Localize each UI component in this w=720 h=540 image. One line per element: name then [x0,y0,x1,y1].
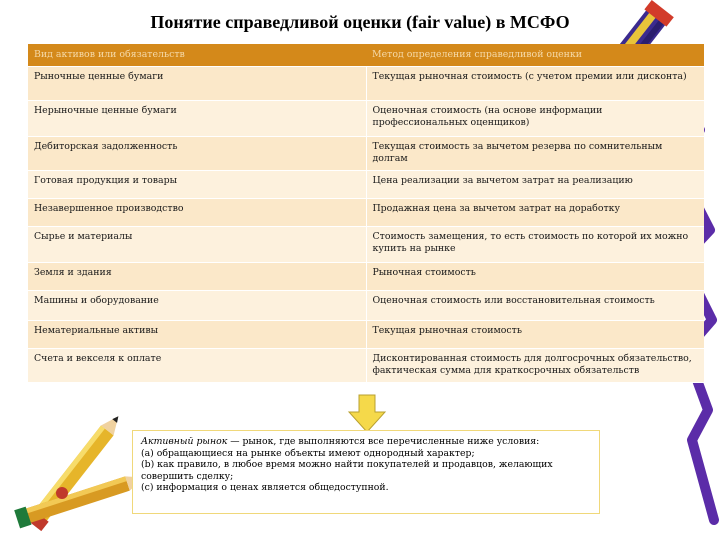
cell-method: Текущая рыночная стоимость [366,320,704,348]
cell-method: Текущая стоимость за вычетом резерва по сомнительным долгам [366,136,704,170]
cell-method: Оценочная стоимость или восстановительная стоимость [366,290,704,320]
table-row [28,348,704,382]
cell-asset: Дебиторская задолженность [28,136,366,170]
cell-method: Оценочная стоимость (на основе информации профессиональных оценщиков) [366,100,704,136]
table-row [28,262,704,290]
cell-asset: Машины и оборудование [28,290,366,320]
fair-value-table [28,44,704,383]
definition-term: Активный рынок [141,436,228,447]
cell-method: Текущая рыночная стоимость (с учетом премии или дисконта) [366,66,704,100]
active-market-definition [132,430,600,514]
table-row [28,66,704,100]
table-row [28,198,704,226]
down-arrow-icon [347,394,387,434]
page-title: Понятие справедливой оценки (fair value) в МСФО [150,12,570,32]
header-valuation-method: Метод определения справедливой оценки [366,44,704,66]
cell-asset: Сырье и материалы [28,226,366,262]
definition-condition-a: (а) обращающиеся на рынке объекты имеют однородный характер; [141,447,475,459]
cell-asset: Земля и здания [28,262,366,290]
header-asset-type: Вид активов или обязательств [28,44,366,66]
cell-asset: Рыночные ценные бумаги [28,66,366,100]
pencils-decoration-icon [0,405,150,540]
table-row [28,170,704,198]
definition-heading [141,436,591,448]
cell-method: Стоимость замещения, то есть стоимость по которой их можно купить на рынке [366,226,704,262]
definition-condition-c: (с) информация о ценах является общедоступной. [141,482,389,493]
table-row [28,320,704,348]
table-row [28,290,704,320]
cell-method: Рыночная стоимость [366,262,704,290]
cell-asset: Незавершенное производство [28,198,366,226]
cell-asset: Нерыночные ценные бумаги [28,100,366,136]
cell-asset: Готовая продукция и товары [28,170,366,198]
cell-method: Цена реализации за вычетом затрат на реализацию [366,170,704,198]
table-row [28,136,704,170]
table-header-row [28,44,704,66]
cell-asset: Нематериальные активы [28,320,366,348]
cell-asset: Счета и векселя к оплате [28,348,366,382]
table-row [28,100,704,136]
definition-condition-b: (b) как правило, в любое время можно найти покупателей и продавцов, желающих совершить сделку; [141,459,553,482]
table-row [28,226,704,262]
cell-method: Продажная цена за вычетом затрат на доработку [366,198,704,226]
definition-intro: — рынок, где выполняются все перечисленные ниже условия: [227,436,540,447]
cell-method: Дисконтированная стоимость для долгосрочных обязательство, фактическая сумма для краткосрочных обязательств [366,348,704,382]
